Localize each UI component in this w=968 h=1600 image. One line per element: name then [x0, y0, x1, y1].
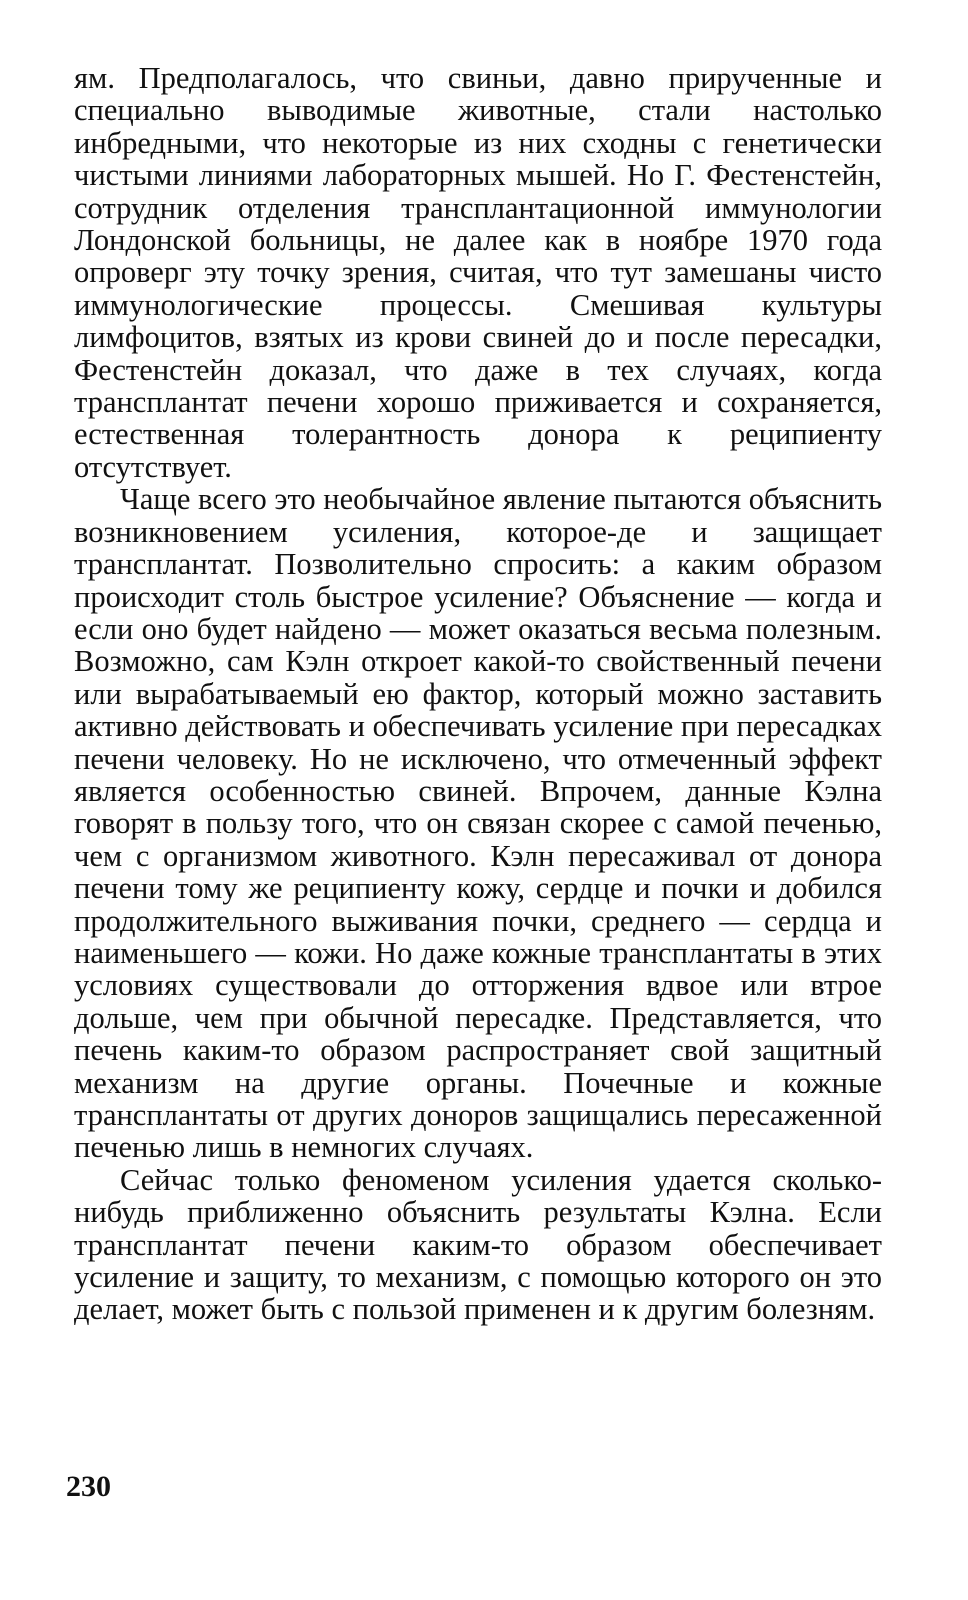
paragraph-3: Сейчас только феноменом усиления удается сколько-нибудь приближенно объяснить результаты Кэлна. Если трансплантат печени каким-то образом обеспечивает усиление и защиту, то механизм, с помощью которого он это делает, может быть с пользой применен и к другим болезням. [74, 1162, 882, 1327]
paragraph-2: Чаще всего это необычайное явление пытаются объяснить возникновением усиления, которое-де и защищает трансплантат. Позволительно спросить: а каким образом происходит столь быстрое усиление? Объяснение — когда и если оно будет найдено — может оказаться весьма полезным. Возможно, сам Кэлн откроет какой-то свойственный печени или вырабатываемый ею фактор, который можно заставить активно действовать и обеспечивать усиление при пересадках печени человеку. Но не исключено, что отмеченный эффект является особенностью свиней. Впрочем, данные Кэлна говорят в пользу того, что он связан скорее с самой печенью, чем с организмом животного. Кэлн пересаживал от донора печени тому же реципиенту кожу, сердце и почки и добился продолжительного выживания почки, среднего — сердца и наименьшего — кожи. Но даже кожные трансплантаты в этих условиях существовали до отторжения вдвое или втрое дольше, чем при обычной пересадке. Представляется, что печень каким-то образом распространяет свой защитный механизм на другие органы. Почечные и кожные трансплантаты от других доноров защищались пересаженной печенью лишь в немногих случаях. [74, 482, 882, 1165]
body-text [74, 62, 882, 1326]
page-number: 230 [66, 1470, 111, 1503]
paragraph-1: ям. Предполагалось, что свиньи, давно прирученные и специально выводимые животные, стали настолько инбредными, что некоторые из них сходны с генетически чистыми линиями лабораторных мышей. Но Г. Фестенстейн, сотрудник отделения трансплантационной иммунологии Лондонской больницы, не далее как в ноябре 1970 года опроверг эту точку зрения, считая, что тут замешаны чисто иммунологические процессы. Смешивая культуры лимфоцитов, взятых из крови свиней до и после пересадки, Фестенстейн доказал, что даже в тех случаях, когда трансплантат печени хорошо приживается и сохраняется, естественная толерантность донора к реципиенту отсутствует. [74, 61, 882, 484]
